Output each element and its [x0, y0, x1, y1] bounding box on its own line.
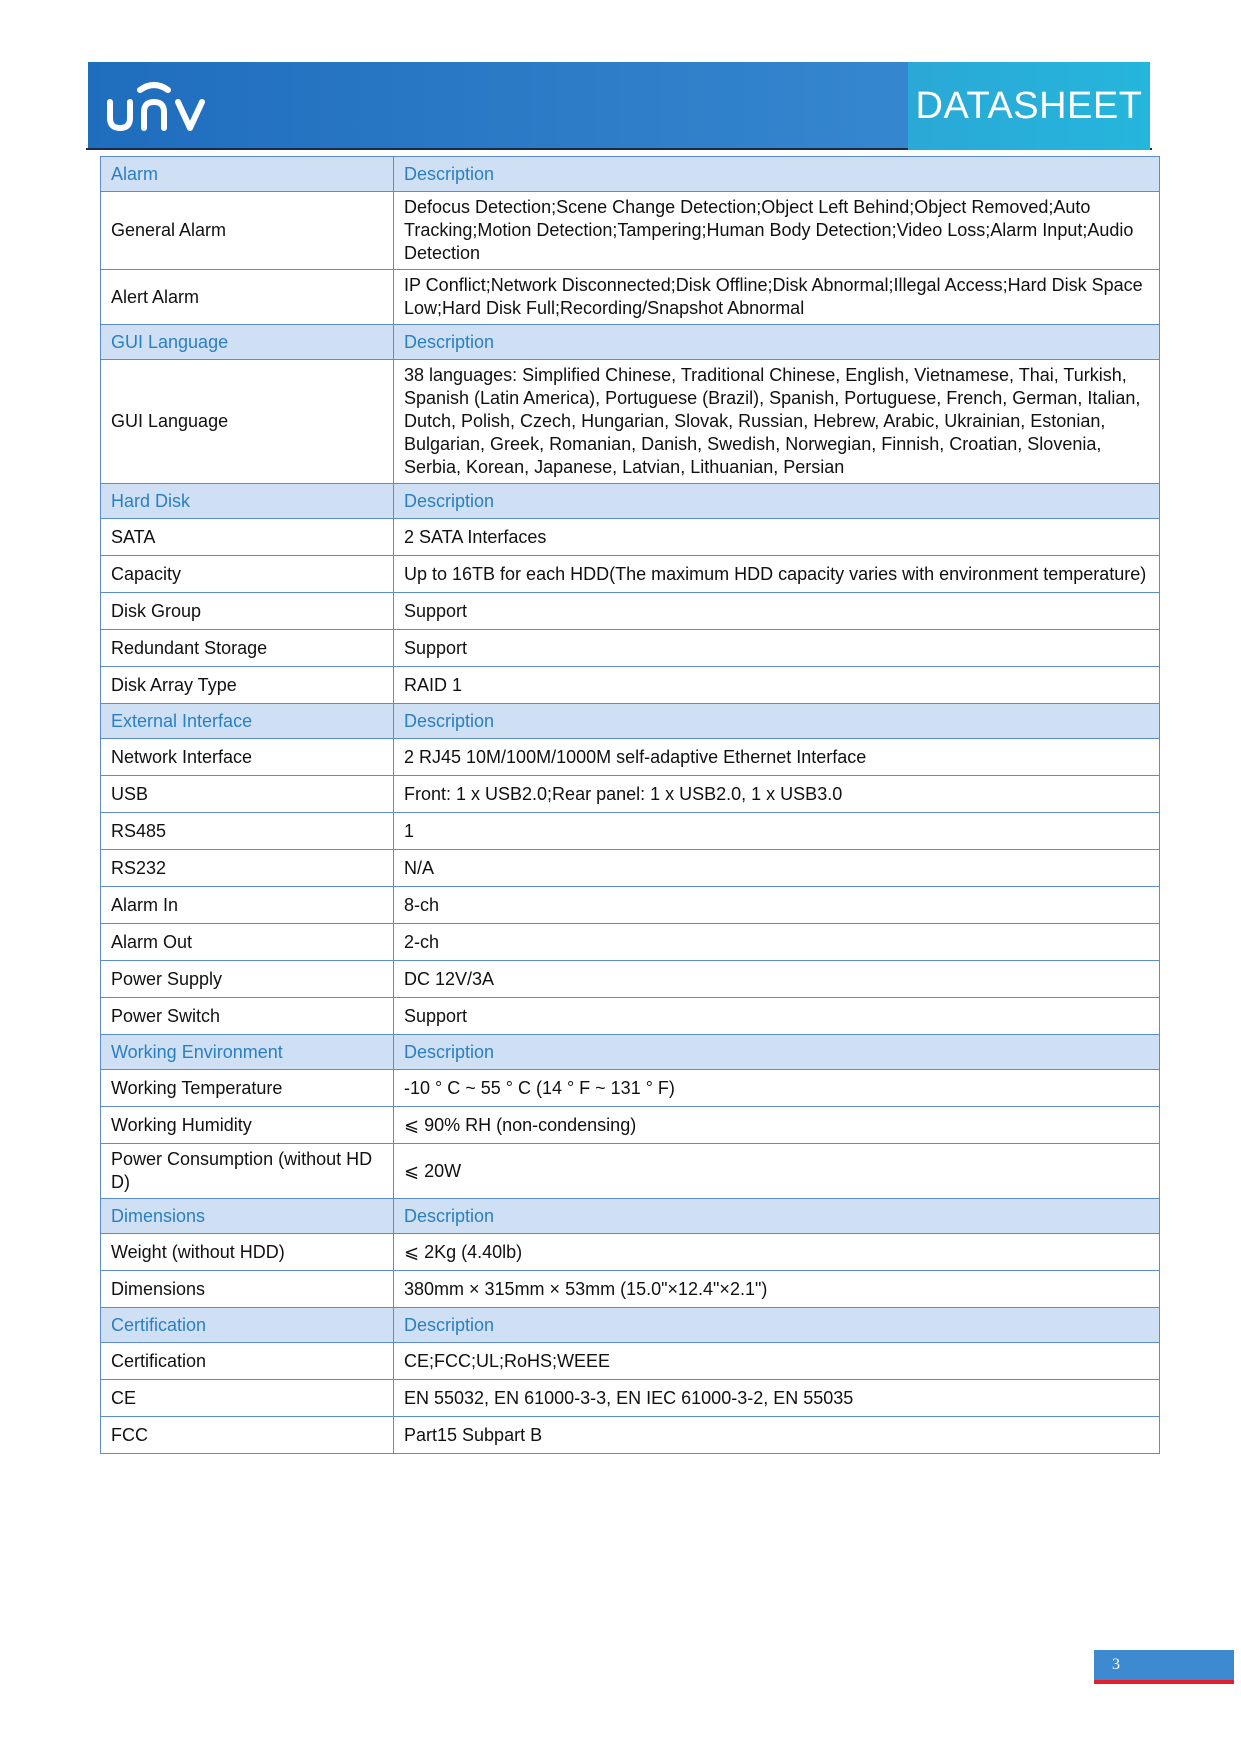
- spec-label: Working Humidity: [101, 1107, 394, 1144]
- spec-value: Up to 16TB for each HDD(The maximum HDD capacity varies with environment temperature): [394, 556, 1160, 593]
- spec-label: Capacity: [101, 556, 394, 593]
- spec-label: Power Supply: [101, 961, 394, 998]
- footer-accent-bar: [1094, 1680, 1234, 1684]
- spec-value: N/A: [394, 850, 1160, 887]
- table-row: [101, 192, 1160, 270]
- table-row: [101, 1234, 1160, 1271]
- section-header-row: [101, 1035, 1160, 1070]
- spec-label: Power Switch: [101, 998, 394, 1035]
- spec-value: 2 RJ45 10M/100M/1000M self-adaptive Ethernet Interface: [394, 739, 1160, 776]
- table-row: [101, 924, 1160, 961]
- table-row: [101, 813, 1160, 850]
- spec-label: CE: [101, 1380, 394, 1417]
- spec-label: Working Temperature: [101, 1070, 394, 1107]
- section-header-row: [101, 704, 1160, 739]
- spec-label: Weight (without HDD): [101, 1234, 394, 1271]
- section-description-heading: Description: [394, 1308, 1160, 1343]
- spec-label: Redundant Storage: [101, 630, 394, 667]
- spec-label: USB: [101, 776, 394, 813]
- spec-value: RAID 1: [394, 667, 1160, 704]
- table-row: [101, 1343, 1160, 1380]
- spec-label: General Alarm: [101, 192, 394, 270]
- section-heading: External Interface: [101, 704, 394, 739]
- table-row: [101, 1107, 1160, 1144]
- table-row: [101, 360, 1160, 484]
- table-row: [101, 961, 1160, 998]
- spec-label: RS232: [101, 850, 394, 887]
- spec-value: Support: [394, 998, 1160, 1035]
- spec-value: Defocus Detection;Scene Change Detection;Object Left Behind;Object Removed;Auto Tracking;Motion Detection;Tampering;Human Body Detection;Video Loss;Alarm Input;Audio Detection: [394, 192, 1160, 270]
- spec-table: [100, 156, 1160, 1454]
- spec-value: 1: [394, 813, 1160, 850]
- section-description-heading: Description: [394, 1199, 1160, 1234]
- section-header-row: [101, 1308, 1160, 1343]
- spec-value: ⩽ 20W: [394, 1144, 1160, 1199]
- section-description-heading: Description: [394, 325, 1160, 360]
- section-header-row: [101, 325, 1160, 360]
- spec-label: Dimensions: [101, 1271, 394, 1308]
- table-row: [101, 630, 1160, 667]
- spec-value: CE;FCC;UL;RoHS;WEEE: [394, 1343, 1160, 1380]
- spec-label: Alert Alarm: [101, 270, 394, 325]
- section-header-row: [101, 1199, 1160, 1234]
- spec-label: Disk Group: [101, 593, 394, 630]
- table-row: [101, 850, 1160, 887]
- spec-value: DC 12V/3A: [394, 961, 1160, 998]
- spec-label: Alarm In: [101, 887, 394, 924]
- table-row: [101, 1380, 1160, 1417]
- table-row: [101, 1144, 1160, 1199]
- spec-label: Disk Array Type: [101, 667, 394, 704]
- table-row: [101, 887, 1160, 924]
- table-row: [101, 667, 1160, 704]
- table-row: [101, 1271, 1160, 1308]
- section-heading: GUI Language: [101, 325, 394, 360]
- spec-value: ⩽ 90% RH (non-condensing): [394, 1107, 1160, 1144]
- spec-value: 2-ch: [394, 924, 1160, 961]
- spec-label: Certification: [101, 1343, 394, 1380]
- spec-value: Support: [394, 593, 1160, 630]
- spec-label: Power Consumption (without HD D): [101, 1144, 394, 1199]
- table-row: [101, 556, 1160, 593]
- section-description-heading: Description: [394, 157, 1160, 192]
- spec-value: Front: 1 x USB2.0;Rear panel: 1 x USB2.0, 1 x USB3.0: [394, 776, 1160, 813]
- section-heading: Hard Disk: [101, 484, 394, 519]
- section-heading: Certification: [101, 1308, 394, 1343]
- section-heading: Working Environment: [101, 1035, 394, 1070]
- section-description-heading: Description: [394, 704, 1160, 739]
- spec-value: 2 SATA Interfaces: [394, 519, 1160, 556]
- section-header-row: [101, 157, 1160, 192]
- section-header-row: [101, 484, 1160, 519]
- spec-label: Alarm Out: [101, 924, 394, 961]
- spec-value: 380mm × 315mm × 53mm (15.0"×12.4"×2.1"): [394, 1271, 1160, 1308]
- spec-label: SATA: [101, 519, 394, 556]
- unv-logo: [104, 72, 214, 142]
- page-number: 3: [1094, 1650, 1234, 1680]
- spec-label: GUI Language: [101, 360, 394, 484]
- table-row: [101, 776, 1160, 813]
- table-row: [101, 1417, 1160, 1454]
- spec-value: Part15 Subpart B: [394, 1417, 1160, 1454]
- spec-label: RS485: [101, 813, 394, 850]
- spec-label: Network Interface: [101, 739, 394, 776]
- section-description-heading: Description: [394, 1035, 1160, 1070]
- table-row: [101, 519, 1160, 556]
- table-row: [101, 739, 1160, 776]
- datasheet-badge: DATASHEET: [908, 62, 1150, 150]
- table-row: [101, 998, 1160, 1035]
- spec-value: 8-ch: [394, 887, 1160, 924]
- section-heading: Alarm: [101, 157, 394, 192]
- spec-value: EN 55032, EN 61000-3-3, EN IEC 61000-3-2, EN 55035: [394, 1380, 1160, 1417]
- spec-value: ⩽ 2Kg (4.40lb): [394, 1234, 1160, 1271]
- section-heading: Dimensions: [101, 1199, 394, 1234]
- table-row: [101, 270, 1160, 325]
- spec-value: -10 ° C ~ 55 ° C (14 ° F ~ 131 ° F): [394, 1070, 1160, 1107]
- table-row: [101, 1070, 1160, 1107]
- spec-value: Support: [394, 630, 1160, 667]
- spec-value: 38 languages: Simplified Chinese, Traditional Chinese, English, Vietnamese, Thai, Turkish, Spanish (Latin America), Portuguese (Brazil), Spanish, Portuguese, French, German, Italian, Dutch, Polish, Czech, Hungarian, Slovak, Russian, Hebrew, Arabic, Ukrainian, Estonian, Bulgarian, Greek, Romanian, Danish, Swedish, Norwegian, Finnish, Croatian, Slovenia, Serbia, Korean, Japanese, Latvian, Lithuanian, Persian: [394, 360, 1160, 484]
- section-description-heading: Description: [394, 484, 1160, 519]
- spec-value: IP Conflict;Network Disconnected;Disk Offline;Disk Abnormal;Illegal Access;Hard Disk Space Low;Hard Disk Full;Recording/Snapshot Abnormal: [394, 270, 1160, 325]
- spec-label: FCC: [101, 1417, 394, 1454]
- table-row: [101, 593, 1160, 630]
